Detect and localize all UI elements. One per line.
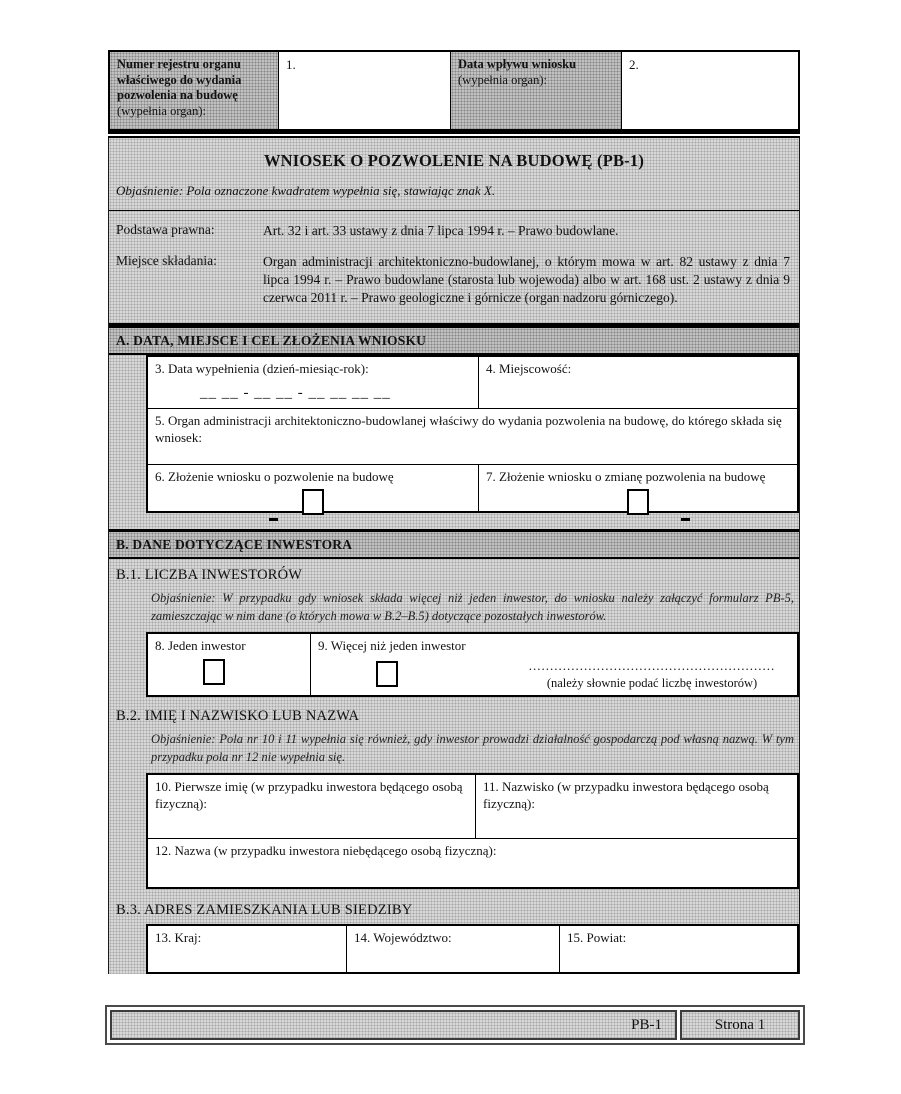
field-6-label: 6. Złożenie wniosku o pozwolenie na budowę [155, 469, 394, 484]
field-10-label: 10. Pierwsze imię (w przypadku inwestora będącego osobą fizyczną): [155, 779, 463, 811]
checkbox-change-permit[interactable] [627, 489, 649, 515]
subsection-b1-title: B.1. LICZBA INWESTORÓW [116, 567, 303, 583]
page-artifact-dash [681, 518, 690, 521]
arrival-date-input-cell[interactable] [622, 52, 798, 129]
field-13-label: 13. Kraj: [155, 930, 202, 945]
registry-header-table [108, 50, 800, 131]
field-8-label: 8. Jeden inwestor [155, 638, 246, 653]
field-9-label: 9. Więcej niż jeden inwestor [318, 638, 466, 653]
field-7-cell[interactable] [479, 465, 797, 511]
section-a-fields [146, 355, 799, 513]
registry-number-input-cell[interactable] [279, 52, 451, 129]
subsection-b3-title: B.3. ADRES ZAMIESZKANIA LUB SIEDZIBY [116, 902, 413, 918]
page-footer [105, 1005, 805, 1045]
field-11-cell[interactable] [476, 775, 797, 838]
footer-form-code: PB-1 [631, 1016, 662, 1033]
footer-form-code-cell [110, 1010, 677, 1040]
investor-count-caption: (należy słownie podać liczbę inwestorów) [546, 675, 758, 690]
subsection-b1-note: Objaśnienie: W przypadku gdy wniosek składa więcej niż jeden inwestor, do wniosku należy załączyć formularz PB-5, zamieszczając w nim dane (o których mowa w B.2–B.5) dotyczące pozostałych inwestorów. [151, 591, 794, 623]
double-separator [108, 131, 800, 138]
form-title-note: Objaśnienie: Pola oznaczone kwadratem wypełnia się, stawiając znak X. [116, 183, 496, 198]
checkbox-multiple-investors[interactable] [376, 661, 398, 687]
checkbox-one-investor[interactable] [203, 659, 225, 685]
form-sheet [108, 50, 800, 974]
subsection-b2-note: Objaśnienie: Pola nr 10 i 11 wypełnia się również, gdy inwestor prowadzi działalność gospodarczą pod własną nazwą. W tym przypadku pola nr 12 nie wypełnia się. [151, 732, 794, 764]
field-7-label: 7. Złożenie wniosku o zmianę pozwolenia na budowę [486, 469, 766, 484]
filing-place-label: Miejsce składania: [116, 252, 217, 268]
field-5-cell[interactable] [148, 409, 797, 464]
field-13-cell[interactable] [148, 926, 347, 972]
field-4-cell[interactable] [479, 357, 797, 408]
section-a-header [109, 328, 799, 355]
field-12-cell[interactable] [148, 839, 797, 887]
field-5-label: 5. Organ administracji architektoniczno-budowlanej właściwy do wydania pozwolenia na budowę, do którego składa się wniosek: [155, 413, 782, 445]
field-15-label: 15. Powiat: [567, 930, 627, 945]
arrival-date-note: (wypełnia organ): [458, 72, 547, 87]
registry-number-label-cell [110, 52, 279, 129]
b2-fields [146, 773, 799, 889]
b3-fields [146, 924, 799, 974]
registry-number-cell-index: 1. [286, 57, 296, 72]
arrival-date-label: Data wpływu wniosku [458, 57, 577, 71]
checkbox-new-permit[interactable] [302, 489, 324, 515]
legal-basis-label: Podstawa prawna: [116, 222, 215, 237]
legal-block [109, 211, 799, 323]
field-15-cell[interactable] [560, 926, 797, 972]
field-3-date-blank[interactable]: __ __ - __ __ - __ __ __ __ [200, 384, 391, 401]
title-block [109, 138, 799, 211]
form-body [108, 138, 800, 974]
field-12-label: 12. Nazwa (w przypadku inwestora niebędącego osobą fizyczną): [155, 843, 497, 858]
field-14-cell[interactable] [347, 926, 560, 972]
field-8-cell[interactable] [148, 634, 311, 695]
field-11-label: 11. Nazwisko (w przypadku inwestora będącego osobą fizyczną): [483, 779, 769, 811]
field-3-cell[interactable] [148, 357, 479, 408]
section-gap [109, 513, 799, 529]
filing-place-value: Organ administracji architektoniczno-budowlanej, o którym mowa w art. 82 ustawy z dnia 7 lipca 1994 r. – Prawo budowlane (starosta lub wojewoda) albo w art. 168 ust. 2 ustawy z dnia 9 czerwca 2011 r. – Prawo geologiczne i górnicze (organ nadzoru górniczego). [263, 253, 790, 306]
arrival-date-label-cell [451, 52, 622, 129]
legal-basis-value: Art. 32 i art. 33 ustawy z dnia 7 lipca 1994 r. – Prawo budowlane. [263, 223, 619, 238]
field-4-label: 4. Miejscowość: [486, 361, 572, 376]
page-artifact-dash [269, 518, 278, 521]
section-b-title: B. DANE DOTYCZĄCE INWESTORA [116, 536, 353, 552]
form-title: WNIOSEK O POZWOLENIE NA BUDOWĘ (PB-1) [263, 151, 645, 170]
field-3-label: 3. Data wypełnienia (dzień-miesiąc-rok): [155, 361, 369, 376]
field-6-cell[interactable] [148, 465, 479, 511]
footer-page-number: Strona 1 [714, 1016, 766, 1033]
section-a-title: A. DATA, MIEJSCE I CEL ZŁOŻENIA WNIOSKU [116, 332, 427, 348]
field-9-cell[interactable] [311, 634, 797, 695]
footer-page-number-cell [680, 1010, 800, 1040]
subsection-b2-title: B.2. IMIĘ I NAZWISKO LUB NAZWA [116, 708, 360, 724]
field-14-label: 14. Województwo: [354, 930, 452, 945]
arrival-date-cell-index: 2. [629, 57, 639, 72]
section-b-header [109, 532, 799, 559]
registry-number-label: Numer rejestru organu właściwego do wydania pozwolenia na budowę [117, 57, 242, 103]
field-10-cell[interactable] [148, 775, 476, 838]
b1-fields [146, 632, 799, 697]
registry-number-note: (wypełnia organ): [117, 103, 206, 118]
investor-count-blank[interactable]: .......................................................... [528, 658, 776, 673]
